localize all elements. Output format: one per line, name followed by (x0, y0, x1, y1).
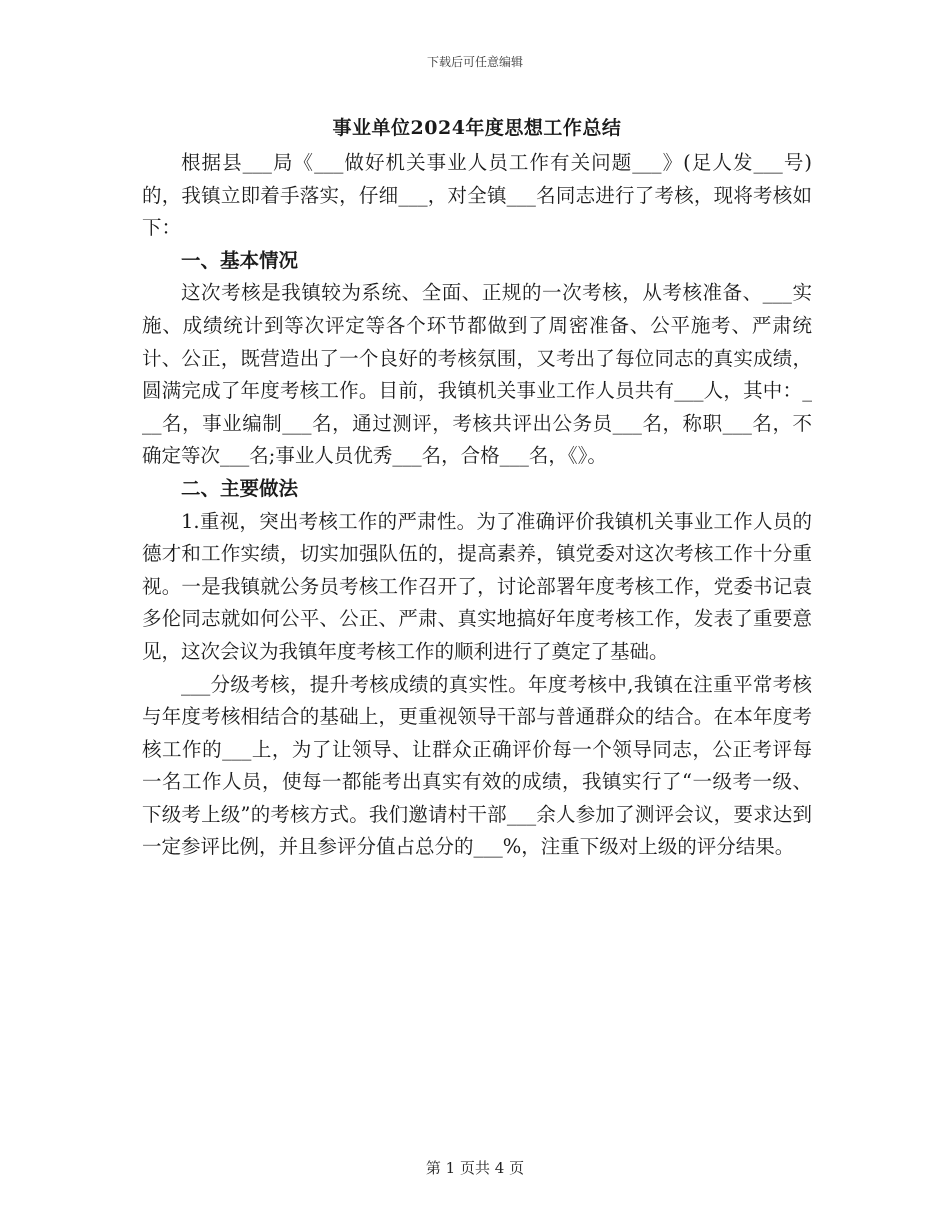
header-note: 下载后可任意编辑 (426, 55, 523, 69)
section-heading-methods: 二、主要做法 (181, 476, 299, 500)
page-footer: 第 1 页共 4 页 (425, 1159, 525, 1177)
document-title: 事业单位2024年度思想工作总结 (332, 117, 622, 139)
section-heading-basic: 一、基本情况 (181, 248, 299, 272)
paragraph-intro: 根据县___局《___做好机关事业人员工作有关问题___》(足人发___号)的，我镇立即着手落实，仔细___，对全镇___名同志进行了考核，现将考核如下： (142, 151, 812, 240)
document-body (142, 113, 812, 864)
paragraph-basic: 这次考核是我镇较为系统、全面、正规的一次考核，从考核准备、___实施、成绩统计到等次评定等各个环节都做到了周密准备、公平施考、严肃统计、公正，既营造出了一个良好的考核氛围，又考出了每位同志的真实成绩，圆满完成了年度考核工作。目前，我镇机关事业工作人员共有___人，其中：___名，事业编制___名，通过测评，考核共评出公务员___名，称职___名，不确定等次___名;事业人员优秀___名，合格___名，《》。 (142, 281, 812, 468)
paragraph-method-1: 1.重视，突出考核工作的严肃性。为了准确评价我镇机关事业工作人员的德才和工作实绩，切实加强队伍的，提高素养，镇党委对这次考核工作十分重视。一是我镇就公务员考核工作召开了，讨论部署年度考核工作，党委书记袁多伦同志就如何公平、公正、严肃、真实地搞好年度考核工作，发表了重要意见，这次会议为我镇年度考核工作的顺利进行了奠定了基础。 (142, 509, 812, 663)
paragraph-method-2: ___分级考核，提升考核成绩的真实性。年度考核中,我镇在注重平常考核与年度考核相结合的基础上，更重视领导干部与普通群众的结合。在本年度考核工作的___上，为了让领导、让群众正确评价每一个领导同志，公正考评每一名工作人员，使每一都能考出真实有效的成绩，我镇实行了“一级考一级、下级考上级”的考核方式。我们邀请村干部___余人参加了测评会议，要求达到一定参评比例，并且参评分值占总分的___%，注重下级对上级的评分结果。 (142, 672, 812, 859)
